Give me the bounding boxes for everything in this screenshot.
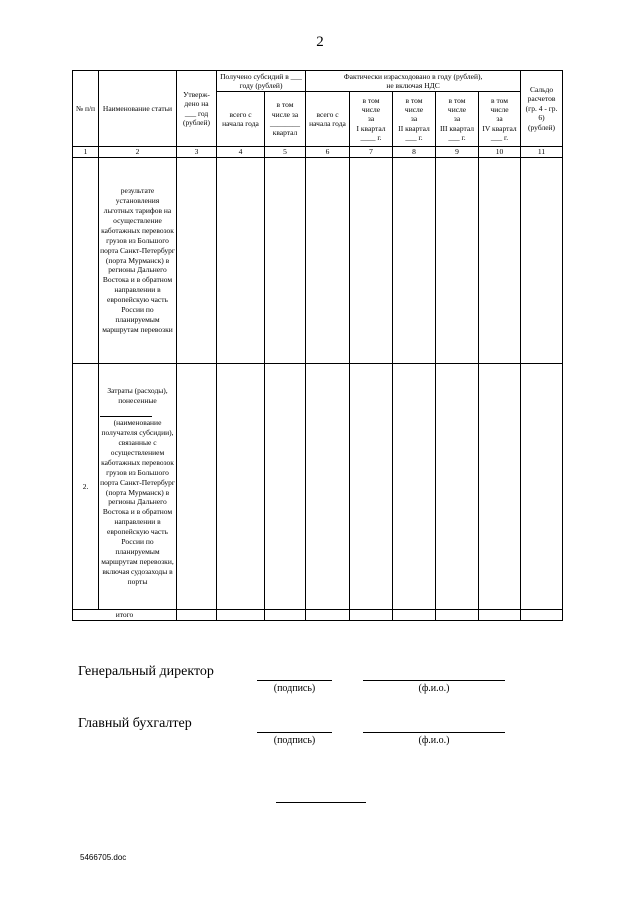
column-number: 2 xyxy=(99,147,177,158)
header-article-name: Наименование статьи xyxy=(99,71,177,147)
table-cell xyxy=(265,158,306,364)
column-number: 4 xyxy=(217,147,265,158)
row-article-text: результате установления льготных тарифов на осуществление каботажных перевозок грузов из Большого порта Санкт-Петербург (порта Мурманск) в регионы Дальнего Востока и в обратном направлении в европейскую часть России по планируемым маршрутам перевозки xyxy=(99,158,177,364)
recipient-name-blank xyxy=(100,406,152,417)
table-row xyxy=(73,158,563,364)
table-cell xyxy=(306,364,350,610)
table-cell xyxy=(521,610,563,621)
table-cell xyxy=(217,158,265,364)
table-cell xyxy=(436,364,479,610)
director-name-line xyxy=(363,680,505,681)
table-cell xyxy=(393,610,436,621)
column-number: 1 xyxy=(73,147,99,158)
table-cell xyxy=(306,610,350,621)
table-cell xyxy=(265,364,306,610)
column-number: 5 xyxy=(265,147,306,158)
header-no: № п/п xyxy=(73,71,99,147)
header-received-total: всего с начала года xyxy=(217,92,265,147)
director-signature-line xyxy=(257,680,332,681)
total-row xyxy=(73,610,563,621)
column-number: 7 xyxy=(350,147,393,158)
row-text-after: (наименование получателя субсидии), связанные с осуществлением каботажных перевозок грузов из Большого порта Санкт-Петербург (порта Мурманск) в регионы Дальнего Востока и в обратном направлении в европейскую часть России по планируемым маршрутам перевозки, включая судозаходы в порты xyxy=(100,417,175,587)
header-q2: в том числе за II квартал ___ г. xyxy=(393,92,436,147)
director-name-caption: (ф.и.о.) xyxy=(418,683,450,694)
table-cell xyxy=(350,158,393,364)
row-number: 2. xyxy=(73,364,99,610)
table-row xyxy=(73,364,563,610)
column-number: 3 xyxy=(177,147,217,158)
director-signature-caption: (подпись) xyxy=(273,683,316,694)
table-cell xyxy=(350,610,393,621)
table-cell xyxy=(479,610,521,621)
table-cell xyxy=(393,364,436,610)
column-number: 9 xyxy=(436,147,479,158)
header-q1: в том числе за I квартал ____ г. xyxy=(350,92,393,147)
table-cell xyxy=(177,610,217,621)
header-q4: в том числе за IV квартал ___ г. xyxy=(479,92,521,147)
table-cell xyxy=(177,158,217,364)
table-cell xyxy=(350,364,393,610)
row-text-before: Затраты (расходы), понесенные xyxy=(107,385,168,405)
table-cell xyxy=(306,158,350,364)
row-article-text xyxy=(99,364,177,610)
table-cell xyxy=(217,610,265,621)
accountant-title: Главный бухгалтер xyxy=(78,716,192,731)
header-balance: Сальдо расчетов (гр. 4 - гр. 6) (рублей) xyxy=(521,71,563,147)
column-number: 10 xyxy=(479,147,521,158)
table-cell xyxy=(521,158,563,364)
table-cell xyxy=(436,158,479,364)
subsidy-report-table xyxy=(72,70,563,621)
accountant-name-caption: (ф.и.о.) xyxy=(418,735,450,746)
page-number: 2 xyxy=(316,34,324,50)
column-number: 6 xyxy=(306,147,350,158)
table-cell xyxy=(177,364,217,610)
header-received-quarter: в том числе за ________ квартал xyxy=(265,92,306,147)
header-subsidy-received: Получено субсидий в ___ году (рублей) xyxy=(217,71,306,92)
header-approved: Утверж- дено на ___ год (рублей) xyxy=(177,71,217,147)
director-title: Генеральный директор xyxy=(78,664,214,679)
table-cell xyxy=(521,364,563,610)
table-cell xyxy=(393,158,436,364)
table-cell xyxy=(436,610,479,621)
table-cell xyxy=(479,364,521,610)
header-spent-total: всего с начала года xyxy=(306,92,350,147)
table-cell xyxy=(265,610,306,621)
footnote-separator xyxy=(276,802,366,803)
accountant-signature-caption: (подпись) xyxy=(273,735,316,746)
total-label: итого xyxy=(73,610,177,621)
accountant-name-line xyxy=(363,732,505,733)
header-actually-spent: Фактически израсходовано в году (рублей), не включая НДС xyxy=(306,71,521,92)
table-cell xyxy=(217,364,265,610)
column-number: 11 xyxy=(521,147,563,158)
header-q3: в том числе за III квартал ___ г. xyxy=(436,92,479,147)
footer-file-name: 5466705.doc xyxy=(80,853,127,862)
column-number-row xyxy=(73,147,563,158)
table-cell xyxy=(479,158,521,364)
accountant-signature-line xyxy=(257,732,332,733)
row-number xyxy=(73,158,99,364)
column-number: 8 xyxy=(393,147,436,158)
